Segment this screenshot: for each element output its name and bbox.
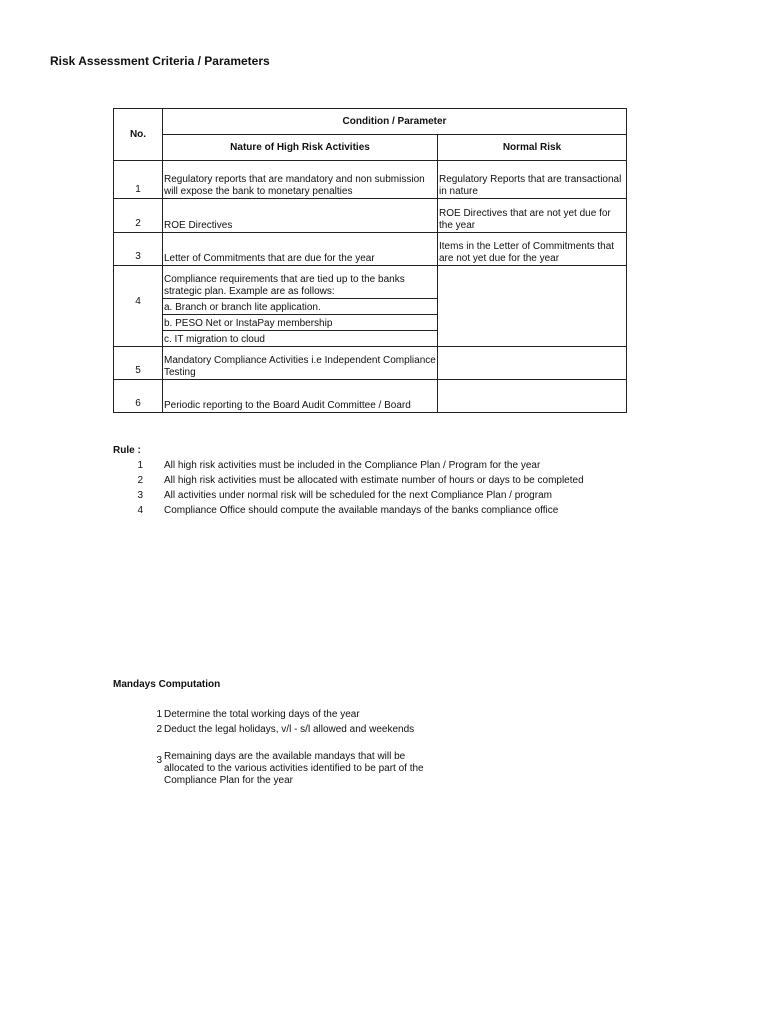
high-risk-cell: ROE Directives — [163, 199, 438, 233]
rule-number: 3 — [137, 490, 143, 501]
rules-label: Rule : — [113, 445, 141, 456]
table-row — [114, 347, 627, 380]
mandays-text: Determine the total working days of the year — [164, 709, 360, 720]
table-row — [114, 380, 627, 413]
row-number: 5 — [114, 347, 163, 380]
sub-item: c. IT migration to cloud — [163, 331, 438, 347]
rule-text: All high risk activities must be allocated with estimate number of hours or days to be completed — [164, 475, 584, 486]
mandays-number: 3 — [156, 755, 162, 766]
rule-number: 2 — [137, 475, 143, 486]
condition-parameter-header: Condition / Parameter — [163, 109, 627, 135]
high-risk-cell: Periodic reporting to the Board Audit Committee / Board — [163, 380, 438, 413]
high-risk-cell: Compliance requirements that are tied up to the banks strategic plan. Example are as follows: — [163, 266, 438, 299]
mandays-number: 2 — [156, 724, 162, 735]
table-row — [114, 233, 627, 266]
normal-risk-cell: Items in the Letter of Commitments that are not yet due for the year — [438, 233, 627, 266]
normal-risk-cell — [438, 380, 627, 413]
normal-risk-cell: Regulatory Reports that are transactional in nature — [438, 161, 627, 199]
sub-item: b. PESO Net or InstaPay membership — [163, 315, 438, 331]
normal-risk-cell — [438, 266, 627, 347]
row-number: 2 — [114, 199, 163, 233]
mandays-number: 1 — [156, 709, 162, 720]
table-row — [114, 161, 627, 199]
normal-risk-header: Normal Risk — [438, 135, 627, 161]
table-row — [114, 199, 627, 233]
rule-item — [113, 460, 673, 475]
rule-text: All activities under normal risk will be scheduled for the next Compliance Plan / program — [164, 490, 552, 501]
risk-criteria-table — [113, 108, 627, 413]
row-number: 3 — [114, 233, 163, 266]
rule-item — [113, 505, 673, 520]
table-row — [114, 266, 627, 299]
mandays-title: Mandays Computation — [113, 679, 221, 690]
no-header: No. — [114, 109, 163, 161]
rule-item — [113, 475, 673, 490]
high-risk-cell: Mandatory Compliance Activities i.e Independent Compliance Testing — [163, 347, 438, 380]
row-number: 1 — [114, 161, 163, 199]
high-risk-header: Nature of High Risk Activities — [163, 135, 438, 161]
rule-text: All high risk activities must be included in the Compliance Plan / Program for the year — [164, 460, 541, 471]
high-risk-cell: Letter of Commitments that are due for the year — [163, 233, 438, 266]
rule-item — [113, 490, 673, 505]
row-number: 6 — [114, 380, 163, 413]
page-title: Risk Assessment Criteria / Parameters — [50, 54, 270, 68]
sub-item: a. Branch or branch lite application. — [163, 299, 438, 315]
rule-number: 1 — [137, 460, 143, 471]
high-risk-cell: Regulatory reports that are mandatory and non submission will expose the bank to monetary penalties — [163, 161, 438, 199]
mandays-text: Remaining days are the available mandays that will be allocated to the various activities identified to be part of the Compliance Plan for the year — [164, 751, 424, 786]
row-number: 4 — [114, 266, 163, 347]
rule-number: 4 — [137, 505, 143, 516]
normal-risk-cell: ROE Directives that are not yet due for the year — [438, 199, 627, 233]
mandays-text: Deduct the legal holidays, v/l - s/l allowed and weekends — [164, 724, 415, 735]
rule-text: Compliance Office should compute the available mandays of the banks compliance office — [164, 505, 559, 516]
normal-risk-cell — [438, 347, 627, 380]
